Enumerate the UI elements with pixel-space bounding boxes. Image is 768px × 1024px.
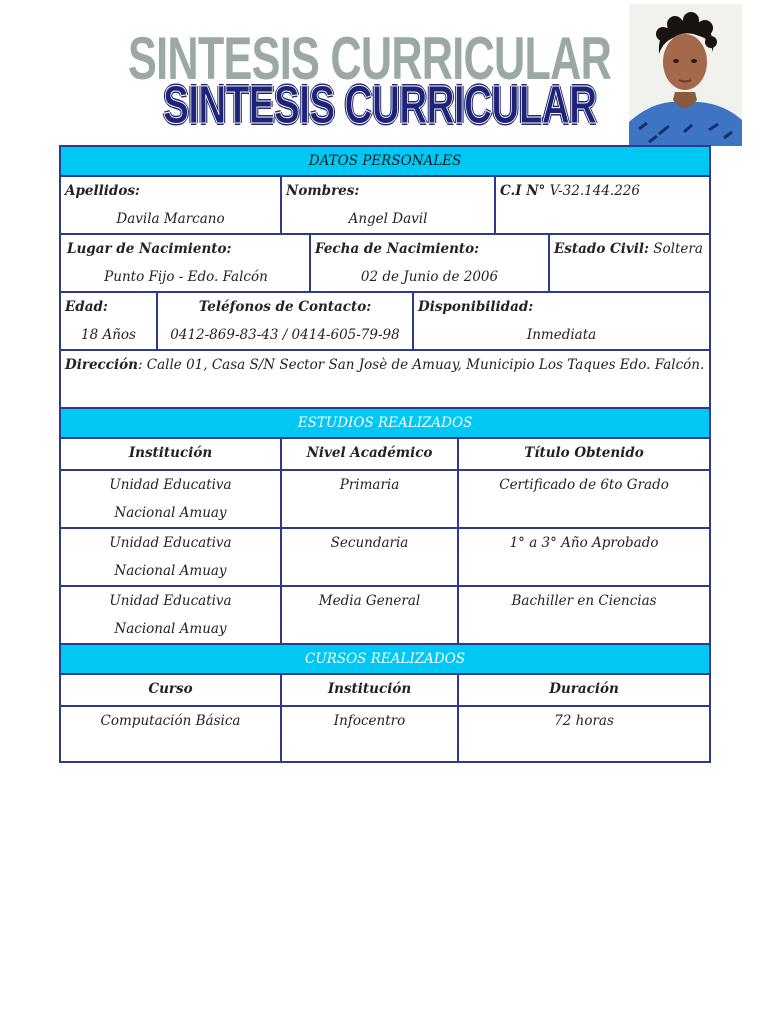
section-studies-header — [60, 408, 710, 438]
institution-line: Unidad Educativa — [109, 593, 232, 609]
institution-line: Nacional Amuay — [114, 621, 227, 637]
edad-label: Edad: — [65, 299, 108, 315]
column-header: Institución — [281, 674, 458, 706]
edad-value: 18 Años — [81, 327, 136, 343]
estado-value: Soltera — [648, 241, 703, 257]
title-cell: 1° a 3° Año Aprobado — [458, 528, 710, 586]
table-row — [60, 470, 710, 528]
disponibilidad-value: Inmediata — [526, 327, 597, 343]
table-row — [60, 706, 710, 762]
level-cell: Secundaria — [281, 528, 458, 586]
title-cell: Certificado de 6to Grado — [458, 470, 710, 528]
personal-row-4 — [60, 350, 710, 408]
edad-cell — [60, 292, 157, 350]
institution-line: Unidad Educativa — [109, 535, 232, 551]
estado-label: Estado Civil: — [554, 241, 649, 257]
fecha-value: 02 de Junio de 2006 — [360, 269, 499, 285]
level-cell: Primaria — [281, 470, 458, 528]
apellidos-label: Apellidos: — [65, 183, 140, 199]
fecha-cell — [310, 234, 549, 292]
column-header: Institución — [60, 438, 281, 470]
courses-header-row — [60, 674, 710, 706]
nombres-label: Nombres: — [286, 183, 360, 199]
telefonos-value: 0412-869-83-43 / 0414-605-79-98 — [170, 327, 400, 343]
profile-photo — [629, 4, 742, 146]
section-title: CURSOS REALIZADOS — [60, 644, 710, 674]
institution-line: Unidad Educativa — [109, 477, 232, 493]
ci-cell — [495, 176, 710, 234]
estado-cell — [549, 234, 710, 292]
column-header: Nivel Académico — [281, 438, 458, 470]
course-institution-cell: Infocentro — [281, 706, 458, 762]
disponibilidad-cell — [413, 292, 710, 350]
section-courses-header — [60, 644, 710, 674]
column-header: Título Obtenido — [458, 438, 710, 470]
apellidos-cell — [60, 176, 281, 234]
section-title: ESTUDIOS REALIZADOS — [60, 408, 710, 438]
table-row — [60, 586, 710, 644]
duration-cell: 72 horas — [458, 706, 710, 762]
institution-cell — [60, 470, 281, 528]
level-cell: Media General — [281, 586, 458, 644]
ci-label: C.I N° — [500, 183, 546, 199]
personal-row-2 — [60, 234, 710, 292]
nombres-value: Angel Davil — [348, 211, 428, 227]
column-header: Duración — [458, 674, 710, 706]
lugar-value: Punto Fijo - Edo. Falcón — [104, 269, 268, 285]
column-header: Curso — [60, 674, 281, 706]
disponibilidad-label: Disponibilidad: — [418, 299, 534, 315]
studies-header-row — [60, 438, 710, 470]
section-title: DATOS PERSONALES — [60, 146, 710, 176]
institution-cell — [60, 528, 281, 586]
title-shadow: SINTESIS CURRICULAR — [128, 25, 612, 92]
page-title: SINTESIS CURRICULAR — [163, 75, 597, 135]
telefonos-cell — [157, 292, 413, 350]
section-personal-header — [60, 146, 710, 176]
fecha-label: Fecha de Nacimiento: — [315, 241, 480, 257]
nombres-cell — [281, 176, 495, 234]
ci-value: V-32.144.226 — [545, 183, 640, 199]
institution-line: Nacional Amuay — [114, 505, 227, 521]
cv-table — [59, 145, 711, 763]
course-cell: Computación Básica — [60, 706, 281, 762]
personal-row-1 — [60, 176, 710, 234]
lugar-label: Lugar de Nacimiento: — [67, 241, 232, 257]
table-row — [60, 528, 710, 586]
apellidos-value: Davila Marcano — [116, 211, 225, 227]
direccion-cell — [60, 350, 710, 408]
direccion-value: : Calle 01, Casa S/N Sector San Josè de Amuay, Municipio Los Taques Edo. Falcón. — [137, 357, 705, 373]
title-cell: Bachiller en Ciencias — [458, 586, 710, 644]
direccion-label: Dirección — [65, 357, 138, 373]
telefonos-label: Teléfonos de Contacto: — [198, 299, 372, 315]
institution-cell — [60, 586, 281, 644]
institution-line: Nacional Amuay — [114, 563, 227, 579]
personal-row-3 — [60, 292, 710, 350]
lugar-cell — [60, 234, 310, 292]
